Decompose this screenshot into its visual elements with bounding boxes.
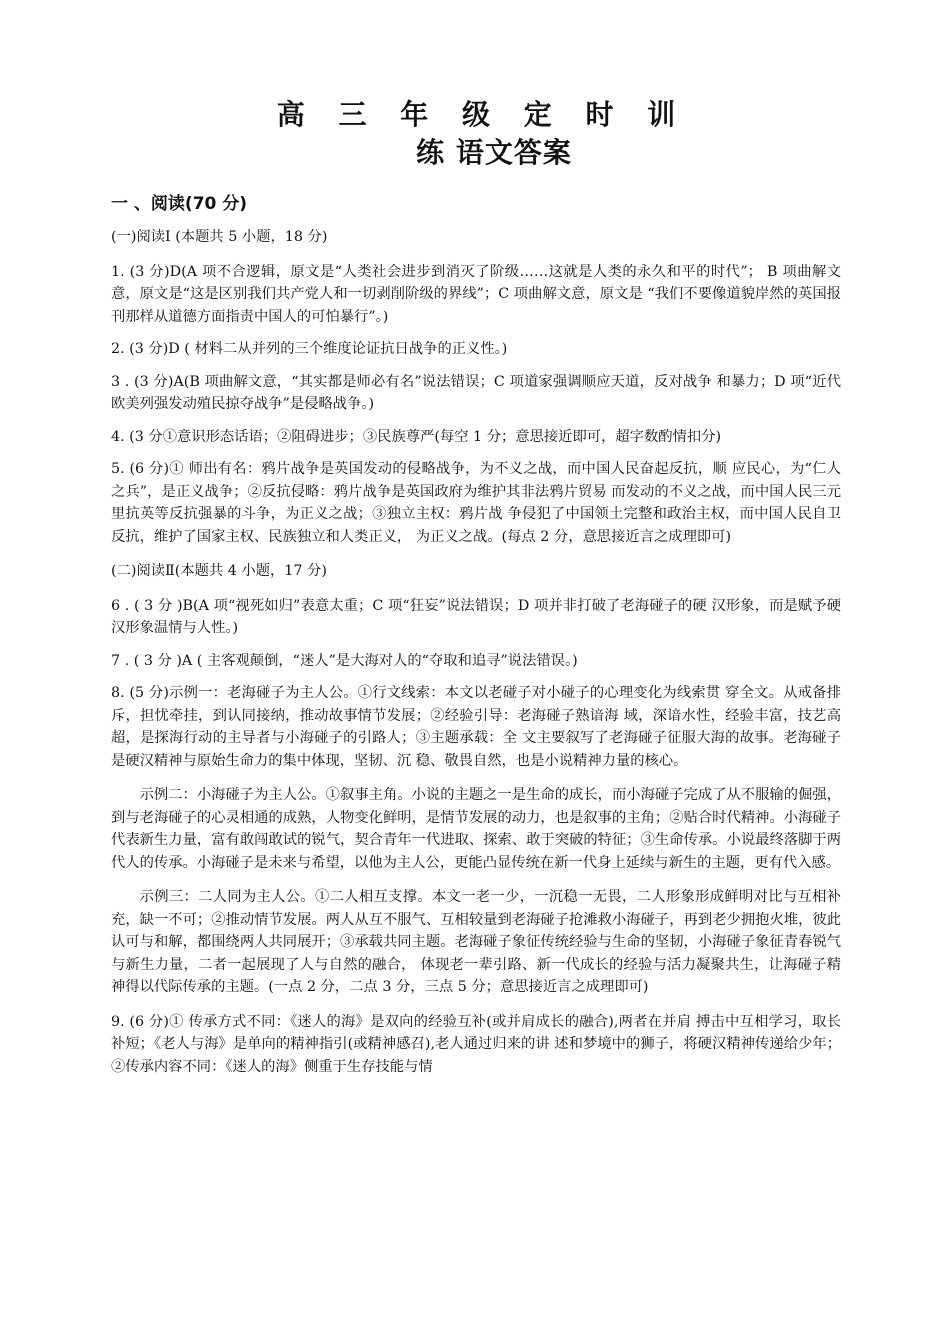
- answer-q4: 4. (3 分①意识形态话语；②阻碍进步；③民族尊严(每空 1 分；意思接近即可，超字数酌情扣分): [111, 428, 722, 445]
- answer-q9: 9. (6 分)① 传承方式不同：《迷人的海》是双向的经验互补(或并肩成长的融合),两者在并肩 搏击中互相学习，取长补短；《老人与海》是单向的精神指引(或精神感召),老人通过归来的讲 述和梦境中的狮子，将硬汉精神传递给少年；②传承内容不同：《迷人的海》侧重于生存技能与情: [111, 1013, 841, 1075]
- answer-q7: 7 . ( 3 分 )A ( 主客观颠倒，“迷人”是大海对人的“夺取和追寻”说法错误。): [111, 652, 578, 669]
- answer-q2: 2. (3 分)D ( 材料二从并列的三个维度论证抗日战争的正义性。): [111, 341, 508, 357]
- document-title-line1: 高 三 年 级 定 时 训: [276, 98, 688, 131]
- section-heading-reading: 一 、阅读(70 分): [111, 194, 248, 214]
- document-title-line2: 练 语文答案: [416, 136, 572, 169]
- answer-q3: 3 . (3 分)A(B 项曲解文意，“其实都是师必有名”说法错误；C 项道家强调顺应天道，反对战争 和暴力；D 项“近代欧美列强发动殖民掠夺战争”是侵略战争。): [111, 373, 841, 412]
- answer-q8-example2: 示例二：小海碰子为主人公。①叙事主角。小说的主题之一是生命的成长，而小海碰子完成了从不服输的倔强，到与老海碰子的心灵相通的成熟，人物变化鲜明，是情节发展的动力，也是叙事的主角；②贴合时代精神。小海碰子代表新生力量，富有敢闯敢试的锐气，契合青年一代进取、探索、敢于突破的特征；③生命传承。小说最终落脚于两代人的传承。小海碰子是未来与希望，以他为主人公，更能凸显传统在新一代身上延续与新生的主题，更有代入感。: [111, 787, 841, 871]
- answer-document: [111, 96, 841, 1088]
- answer-q8-example3: 示例三：二人同为主人公。①二人相互支撑。本文一老一少，一沉稳一无畏，二人形象形成鲜明对比与互相补充，缺一不可；②推动情节发展。两人从互不服气、互相较量到老海碰子抢滩救小海碰子，再到老少拥抱火堆，彼此认可与和解，都围绕两人共同展开；③承载共同主题。老海碰子象征传统经验与生命的坚韧，小海碰子象征青春锐气与新生力量，二者一起展现了人与自然的融合， 体现老一辈引路、新一代成长的经验与活力凝聚共生，让海碰子精神得以代际传承的主题。(一点 2 分，二点 3 分，三点 5 分；意思接近言之成理即可): [111, 889, 841, 995]
- answer-q5: 5. (6 分)① 师出有名：鸦片战争是英国发动的侵略战争，为不义之战，而中国人民奋起反抗，顺 应民心，为“仁人之兵”，是正义战争；②反抗侵略：鸦片战争是英国政府为维护其非法鸦片贸易 而发动的不义之战，而中国人民三元里抗英等反抗强暴的斗争，为正义之战；③独立主权：鸦片战 争侵犯了中国领土完整和政治主权，而中国人民自卫反抗，维护了国家主权、民族独立和人类正义， 为正义之战。(每点 2 分，意思接近言之成理即可): [111, 461, 841, 545]
- part1-heading: (一)阅读Ⅰ (本题共 5 小题，18 分): [111, 229, 328, 245]
- answer-q6: 6 . ( 3 分 )B(A 项“视死如归”表意太重；C 项“狂妄”说法错误；D 项并非打破了老海碰子的硬 汉形象，而是赋予硬汉形象温情与人性。): [111, 597, 841, 636]
- answer-q1: 1. (3 分)D(A 项不合逻辑，原文是“人类社会进步到消灭了阶级……这就是人类的永久和平的时代”； B 项曲解文意，原文是“这是区别我们共产党人和一切剥削阶级的界线”；C 项曲解文意，原文是 “我们不要像道貌岸然的英国报刊那样从道德方面指责中国人的可怕暴行”。): [111, 263, 841, 325]
- part2-heading: (二)阅读Ⅱ(本题共 4 小题，17 分): [111, 563, 327, 579]
- answer-q8: 8. (5 分)示例一：老海碰子为主人公。①行文线索：本文以老碰子对小碰子的心理变化为线索贯 穿全文。从戒备排斥，担忧牵挂，到认同接纳，推动故事情节发展；②经验引导：老海碰子熟谙海 域，深谙水性，经验丰富，技艺高超，是探海行动的主导者与小海碰子的引路人；③主题承载：全 文主要叙写了老海碰子征服大海的故事。老海碰子是硬汉精神与原始生命力的集中体现，坚韧、沉 稳、敬畏自然，也是小说精神力量的核心。: [111, 685, 841, 769]
